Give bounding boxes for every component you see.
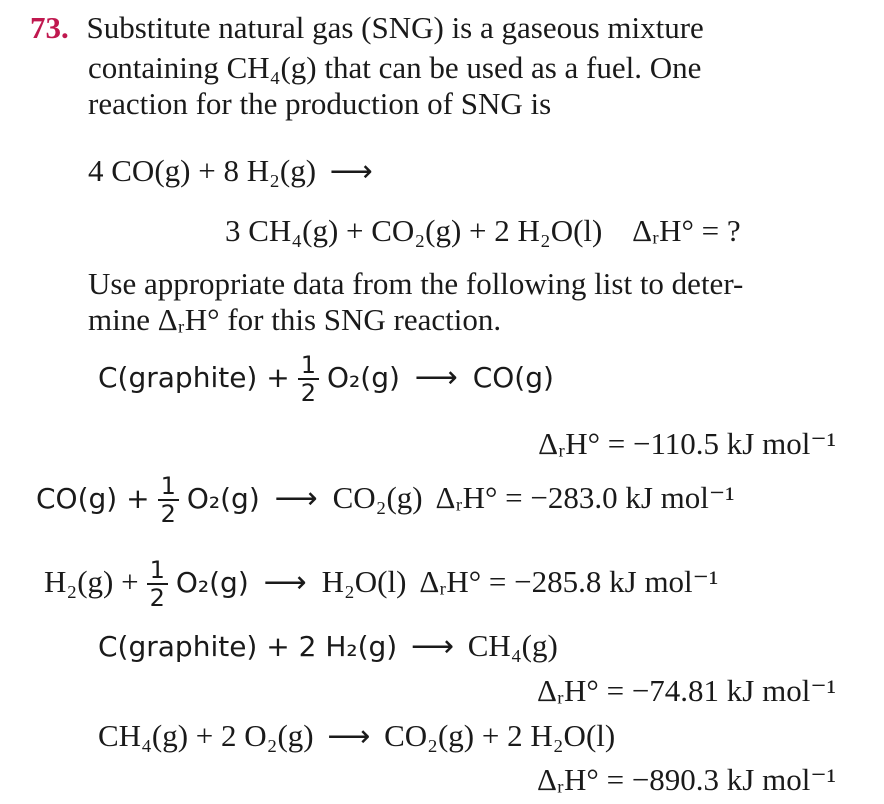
problem-text-2: containing CH₄(g) that can be used as a fuel. One — [88, 50, 702, 85]
reaction-1-right: CO(g) — [472, 361, 554, 394]
instruction-line-2: mine ΔᵣH° for this SNG reaction. — [88, 302, 502, 337]
main-products: 3 CH₄(g) + CO₂(g) + 2 H₂O(l) — [225, 213, 603, 248]
instruction-line-1: Use appropriate data from the following list to deter- — [88, 266, 744, 301]
reaction-arrow-icon: ⟶ — [274, 481, 318, 516]
reaction-5 — [98, 718, 615, 755]
reaction-5-enthalpy: ΔᵣH° = −890.3 kJ mol⁻¹ — [537, 762, 836, 797]
reaction-4 — [98, 628, 558, 665]
reaction-arrow-icon: ⟶ — [414, 360, 458, 395]
reaction-1-left-a: C(graphite) + — [98, 361, 290, 394]
reaction-3 — [44, 554, 718, 611]
reaction-4-left: C(graphite) + 2 H₂(g) — [98, 630, 398, 663]
main-reactants: 4 CO(g) + 8 H₂(g) — [88, 153, 317, 188]
problem-number: 73. — [30, 10, 69, 45]
reaction-3-enthalpy: ΔᵣH° = −285.8 kJ mol⁻¹ — [419, 564, 719, 599]
reaction-1-left-b: O₂(g) — [327, 361, 400, 394]
reaction-2-enthalpy: ΔᵣH° = −283.0 kJ mol⁻¹ — [435, 480, 735, 515]
half-fraction: $\frac{1}{2}$ — [158, 473, 179, 527]
reaction-arrow-icon: ⟶ — [410, 629, 454, 664]
reaction-5-left: CH₄(g) + 2 O₂(g) — [98, 718, 314, 753]
reaction-2-right: CO₂(g) — [332, 480, 423, 515]
reaction-4-right: CH₄(g) — [467, 628, 558, 663]
main-reaction-products-line — [225, 213, 741, 249]
reaction-2 — [36, 470, 735, 527]
reaction-4-enthalpy: ΔᵣH° = −74.81 kJ mol⁻¹ — [537, 673, 836, 708]
reaction-5-right: CO₂(g) + 2 H₂O(l) — [384, 718, 616, 753]
main-reaction-reactants-line — [88, 153, 379, 190]
reaction-3-right: H₂O(l) — [321, 564, 407, 599]
reaction-arrow-icon: ⟶ — [327, 719, 371, 754]
half-fraction: $\frac{1}{2}$ — [147, 557, 168, 611]
reaction-1-enthalpy: ΔᵣH° = −110.5 kJ mol⁻¹ — [538, 426, 836, 461]
main-enthalpy: ΔᵣH° = ? — [632, 213, 741, 248]
reaction-2-left-b: O₂(g) — [186, 482, 260, 515]
reaction-1 — [98, 350, 554, 406]
reaction-arrow-icon: ⟶ — [329, 154, 373, 189]
problem-text-1: Substitute natural gas (SNG) is a gaseous mixture — [86, 10, 704, 45]
reaction-3-left-b: O₂(g) — [175, 566, 249, 599]
problem-line-1 — [30, 10, 704, 46]
reaction-arrow-icon: ⟶ — [263, 565, 307, 600]
reaction-2-left-a: CO(g) + — [36, 482, 150, 515]
reaction-3-left-a: H₂(g) + — [44, 564, 139, 599]
half-fraction: $\frac{1}{2}$ — [298, 352, 319, 406]
problem-text-3: reaction for the production of SNG is — [88, 86, 552, 121]
